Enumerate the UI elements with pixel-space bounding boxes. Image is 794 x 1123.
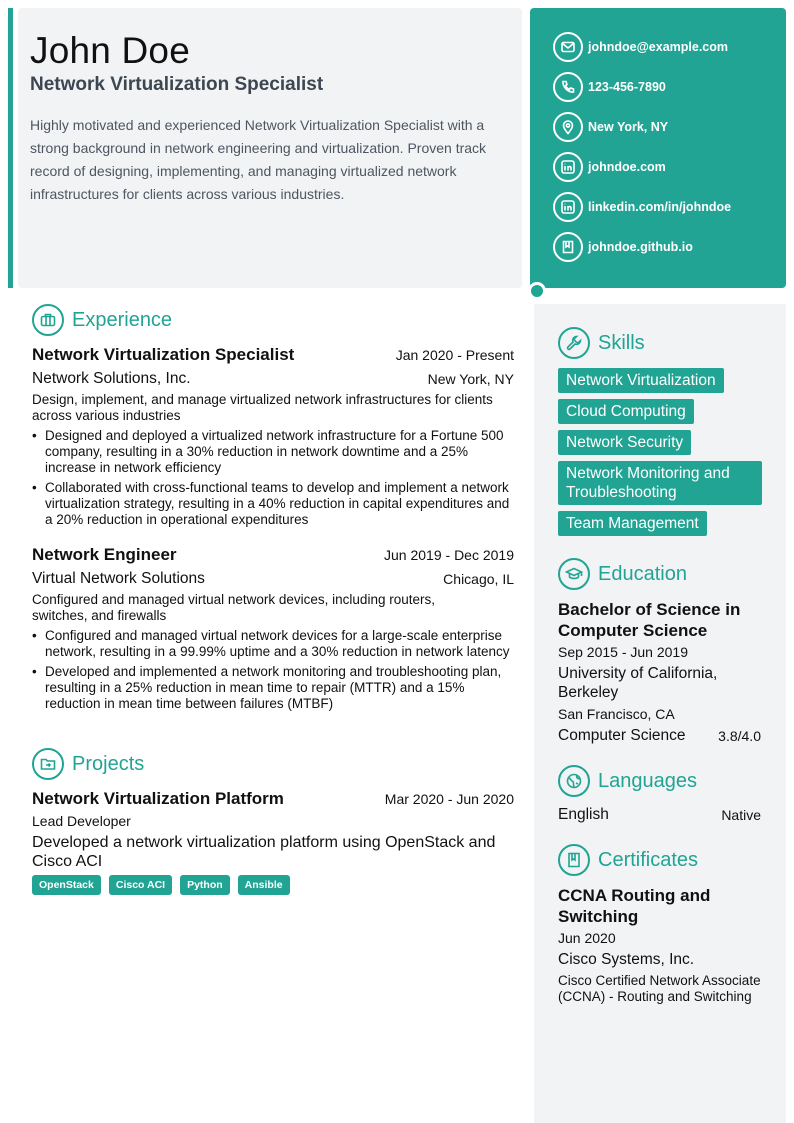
job-description: Design, implement, and manage virtualized network infrastructures for clients across various industries [32, 392, 493, 423]
languages-heading: Languages [558, 765, 697, 797]
project-name: Network Virtualization Platform [32, 789, 284, 808]
candidate-name: John Doe [30, 30, 190, 71]
job-location: New York, NY [427, 371, 514, 387]
skill-chip: Network Monitoring and Troubleshooting [558, 461, 762, 505]
education-school: University of California, Berkeley [558, 665, 718, 701]
education-dates: Sep 2015 - Jun 2019 [558, 644, 688, 660]
contact-location [553, 110, 668, 144]
project-description: Developed a network virtualization platform using OpenStack and Cisco ACI [32, 834, 496, 870]
certificate-issuer: Cisco Systems, Inc. [558, 951, 695, 968]
skill-chip: Network Security [558, 430, 691, 455]
website-text: johndoe.com [588, 160, 666, 174]
project-role: Lead Developer [32, 813, 131, 829]
certificate-name: CCNA Routing and Switching [558, 886, 711, 926]
github-text: johndoe.github.io [588, 240, 693, 254]
phone-text: 123-456-7890 [588, 80, 666, 94]
graduation-cap-icon [558, 558, 590, 590]
bookmark-book-icon [553, 232, 583, 262]
skill-chip: Cloud Computing [558, 399, 694, 424]
education-field: Computer Science [558, 727, 686, 744]
skill-chip: Team Management [558, 511, 707, 536]
tag: Python [180, 875, 230, 895]
location-pin-icon [553, 112, 583, 142]
contact-phone[interactable] [553, 70, 666, 104]
contact-linkedin[interactable] [553, 190, 731, 224]
wrench-icon [558, 327, 590, 359]
job-title: Network Engineer [32, 545, 177, 564]
projects-heading: Projects [32, 748, 144, 780]
job-company: Network Solutions, Inc. [32, 370, 191, 387]
project-tags [32, 875, 298, 895]
job-description: Configured and managed virtual network devices, including routers, switches, and firewalls [32, 592, 435, 623]
globe-icon [558, 765, 590, 797]
linkedin-icon [553, 192, 583, 222]
location-text: New York, NY [588, 120, 669, 134]
skills-heading: Skills [558, 327, 645, 359]
list-item: • Designed and deployed a virtualized network infrastructure for a Fortune 500 company, resulting in a 30% reduction in network downtime and a 25% increase in network efficiency [32, 428, 516, 476]
tag: Cisco ACI [109, 875, 172, 895]
project-dates: Mar 2020 - Jun 2020 [384, 791, 514, 807]
email-text: johndoe@example.com [588, 40, 728, 54]
phone-icon [553, 72, 583, 102]
folder-icon [32, 748, 64, 780]
header-divider-dot [528, 282, 546, 300]
list-item: • Configured and managed virtual network devices for a large-scale enterprise network, resulting in a 99.99% uptime and a 30% reduction in network latency [32, 628, 516, 660]
education-degree: Bachelor of Science in Computer Science [558, 600, 741, 640]
experience-heading: Experience [32, 304, 172, 336]
skill-chip: Network Virtualization [558, 368, 724, 393]
list-item: • Developed and implemented a network monitoring and troubleshooting plan, resulting in a 25% reduction in mean time to repair (MTTR) and a 15% reduction in mean time between failures (MTBF) [32, 664, 516, 712]
summary-text: Highly motivated and experienced Network Virtualization Specialist with a strong background in network engineering and virtualization. Proven track record of designing, implementing, and managing virtualized network infrastructures for clients across various industries. [30, 117, 487, 202]
certificate-book-icon [558, 844, 590, 876]
linkedin-text: linkedin.com/in/johndoe [588, 200, 732, 214]
certificates-heading: Certificates [558, 844, 698, 876]
linkedin-icon [553, 152, 583, 182]
contact-email[interactable] [553, 30, 728, 64]
education-gpa: 3.8/4.0 [718, 728, 761, 744]
list-item: • Collaborated with cross-functional teams to develop and implement a network virtualization strategy, resulting in a 40% reduction in capital expenditures and a 20% reduction in operational expenditures [32, 480, 516, 528]
header-accent-bar [8, 8, 13, 288]
job-bullets [32, 628, 516, 716]
education-location: San Francisco, CA [558, 706, 675, 722]
job-dates: Jan 2020 - Present [395, 347, 514, 363]
tag: Ansible [238, 875, 290, 895]
job-company: Virtual Network Solutions [32, 570, 205, 587]
job-title: Network Virtualization Specialist [32, 345, 295, 364]
education-heading: Education [558, 558, 687, 590]
job-location: Chicago, IL [443, 571, 514, 587]
contact-github[interactable] [553, 230, 693, 264]
tag: OpenStack [32, 875, 101, 895]
job-dates: Jun 2019 - Dec 2019 [384, 547, 514, 563]
certificate-description: Cisco Certified Network Associate (CCNA) - Routing and Switching [558, 973, 761, 1004]
briefcase-icon [32, 304, 64, 336]
candidate-title: Network Virtualization Specialist [30, 74, 324, 95]
certificate-date: Jun 2020 [558, 930, 616, 946]
language-level: Native [721, 807, 761, 823]
mail-icon [553, 32, 583, 62]
contact-website[interactable] [553, 150, 666, 184]
job-bullets [32, 428, 516, 532]
language-name: English [558, 806, 609, 823]
